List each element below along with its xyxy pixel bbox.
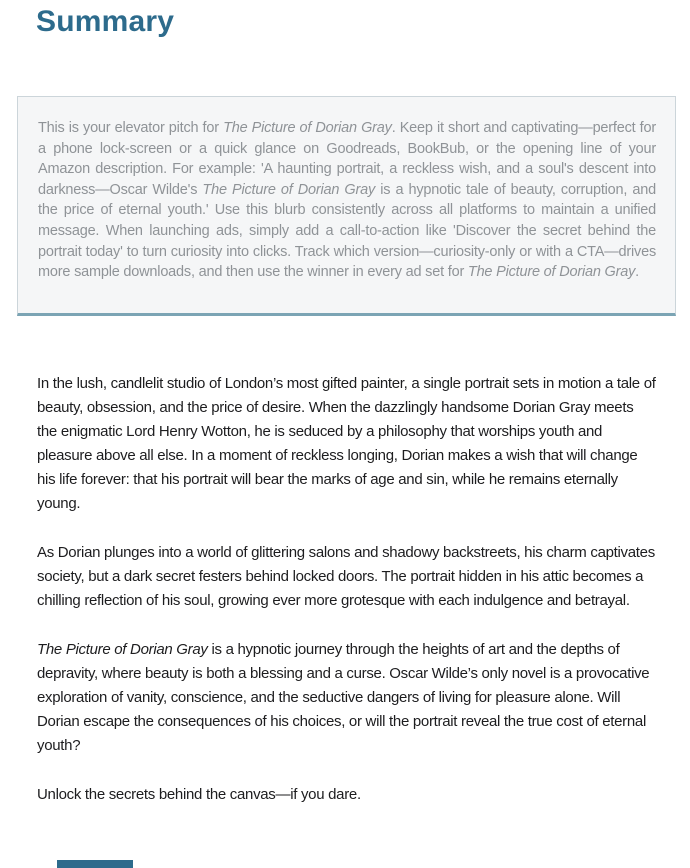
summary-paragraph-1: In the lush, candlelit studio of London’s most gifted painter, a single portrait sets in motion a tale of beauty, obsession, and the price of desire. When the dazzlingly handsome Dorian Gray meets the enigmatic Lord Henry Wotton, he is seduced by a philosophy that worships youth and pleasure above all else. In a moment of reckless longing, Dorian makes a wish that will change his life forever: that his portrait will bear the marks of age and sin, while he remains eternally young. — [37, 375, 656, 512]
summary-paragraph-2: As Dorian plunges into a world of glittering salons and shadowy backstreets, his charm captivates society, but a dark secret festers behind locked doors. The portrait hidden in his attic becomes a chilling reflection of his soul, growing ever more grotesque with each indulgence and betrayal. — [37, 544, 655, 609]
summary-body — [37, 372, 657, 832]
clipped-next-heading-fragment — [57, 860, 133, 868]
guidance-callout — [17, 96, 676, 316]
summary-paragraph-3: The Picture of Dorian Gray is a hypnotic journey through the heights of art and the depths of depravity, where beauty is both a blessing and a curse. Oscar Wilde’s only novel is a provocative exploration of vanity, conscience, and the seductive dangers of living for pleasure alone. Will Dorian escape the consequences of his choices, or will the portrait reveal the true cost of eternal youth? — [37, 641, 650, 754]
page-title: Summary — [36, 5, 175, 38]
summary-paragraph-4: Unlock the secrets behind the canvas—if you dare. — [37, 786, 361, 803]
guidance-callout-text: This is your elevator pitch for The Picture of Dorian Gray. Keep it short and captivating—perfect for a phone lock-screen or a quick glance on Goodreads, BookBub, or the opening line of your Amazon description. For example: 'A haunting portrait, a reckless wish, and a soul's descent into darkness—Oscar Wilde's The Picture of Dorian Gray is a hypnotic tale of beauty, corruption, and the price of eternal youth.' Use this blurb consistently across all platforms to maintain a unified message. When launching ads, simply add a call-to-action like 'Discover the secret behind the portrait today' to turn curiosity into clicks. Track which version—curiosity-only or with a CTA—drives more sample downloads, and then use the winner in every ad set for The Picture of Dorian Gray. — [38, 120, 656, 281]
